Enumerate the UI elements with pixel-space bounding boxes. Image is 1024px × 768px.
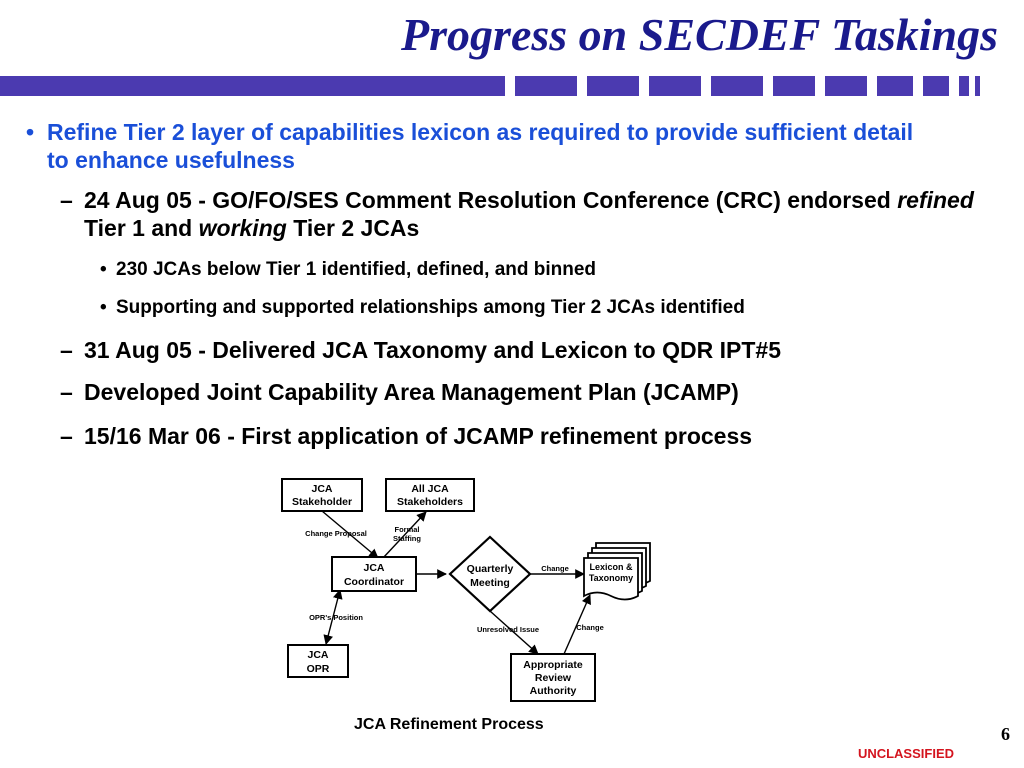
decorative-bar-segment <box>515 76 577 96</box>
bullet-marker: • <box>100 259 107 280</box>
node-authority-line1: Appropriate <box>523 659 583 671</box>
sub-bullet-crc-text <box>84 186 980 242</box>
node-coordinator-line2: Coordinator <box>343 576 405 588</box>
label-unresolved-issue: Unresolved Issue <box>476 625 540 634</box>
decorative-bar-segment <box>923 76 949 96</box>
decorative-bar-segment <box>587 76 639 96</box>
crc-em-refined: refined <box>897 187 974 213</box>
sub-bullet-jcamp-text: Developed Joint Capability Area Management Plan (JCAMP) <box>84 379 739 405</box>
node-coordinator-line1: JCA <box>363 562 385 574</box>
dash-marker: – <box>60 337 73 363</box>
sub-bullet-jcamp <box>60 378 980 406</box>
crc-part2: Tier 1 and <box>84 215 193 241</box>
node-lexicon-line1: Lexicon & <box>589 562 633 572</box>
decorative-bar-segment <box>825 76 867 96</box>
crc-em-working: working <box>198 215 287 241</box>
label-formal-staffing-line1: Formal <box>394 525 420 534</box>
decorative-bar-segment <box>711 76 763 96</box>
sub-bullet-refinement-text: 15/16 Mar 06 - First application of JCAMP refinement process <box>84 423 753 449</box>
crc-part1: 24 Aug 05 - GO/FO/SES Comment Resolution Conference (CRC) endorsed <box>84 187 891 213</box>
sub-bullet-qdr <box>60 336 980 364</box>
node-stakeholder-line2: Stakeholder <box>291 496 353 508</box>
decorative-bar-segment <box>877 76 913 96</box>
sub-bullet-crc <box>60 186 980 242</box>
dash-marker: – <box>60 187 73 213</box>
sub-sub-bullet-text: Supporting and supported relationships among Tier 2 JCAs identified <box>116 297 745 318</box>
label-change-proposal: Change Proposal <box>305 529 367 538</box>
classification-marking: UNCLASSIFIED <box>857 746 954 761</box>
page-number: 6 <box>1001 724 1010 744</box>
node-opr-line2: OPR <box>306 663 330 675</box>
dash-marker: – <box>60 423 73 449</box>
dash-marker: – <box>60 379 73 405</box>
node-authority-line3: Authority <box>529 685 577 697</box>
crc-part3: Tier 2 JCAs <box>293 215 420 241</box>
diagram-caption: JCA Refinement Process <box>354 716 544 733</box>
main-bullet <box>26 118 926 174</box>
slide-title: Progress on SECDEF Taskings <box>401 9 998 60</box>
decorative-bar-row <box>0 76 1024 96</box>
decorative-bar-segment <box>975 76 980 96</box>
decorative-bar-segment <box>0 76 505 96</box>
decorative-bar-segment <box>773 76 815 96</box>
sub-sub-bullet-jcas <box>100 258 596 282</box>
decorative-bar-segment <box>649 76 701 96</box>
label-change-bottom: Change <box>576 623 604 632</box>
node-stakeholder-line1: JCA <box>311 483 333 495</box>
bullet-marker: • <box>26 119 35 145</box>
bullet-marker: • <box>100 297 107 318</box>
node-meeting-line1: Quarterly <box>466 563 514 575</box>
jca-refinement-diagram <box>270 470 670 710</box>
sub-sub-bullet-text: 230 JCAs below Tier 1 identified, defined, and binned <box>116 259 597 280</box>
decorative-bar-segment <box>959 76 969 96</box>
sub-sub-bullet-relationships <box>100 296 745 320</box>
node-all-stakeholders-line2: Stakeholders <box>397 496 463 508</box>
node-authority-line2: Review <box>534 672 572 684</box>
node-meeting-line2: Meeting <box>470 577 510 589</box>
label-formal-staffing-line2: Staffing <box>393 534 421 543</box>
node-lexicon-line2: Taxonomy <box>588 573 634 583</box>
label-oprs-position: OPR's Position <box>309 613 363 622</box>
node-all-stakeholders-line1: All JCA <box>411 483 449 495</box>
sub-bullet-refinement <box>60 422 980 450</box>
label-change-top: Change <box>541 564 569 573</box>
main-bullet-text: Refine Tier 2 layer of capabilities lexicon as required to provide sufficient detail to enhance usefulness <box>47 119 914 173</box>
sub-bullet-qdr-text: 31 Aug 05 - Delivered JCA Taxonomy and Lexicon to QDR IPT#5 <box>84 337 781 363</box>
node-opr-line1: JCA <box>307 649 329 661</box>
